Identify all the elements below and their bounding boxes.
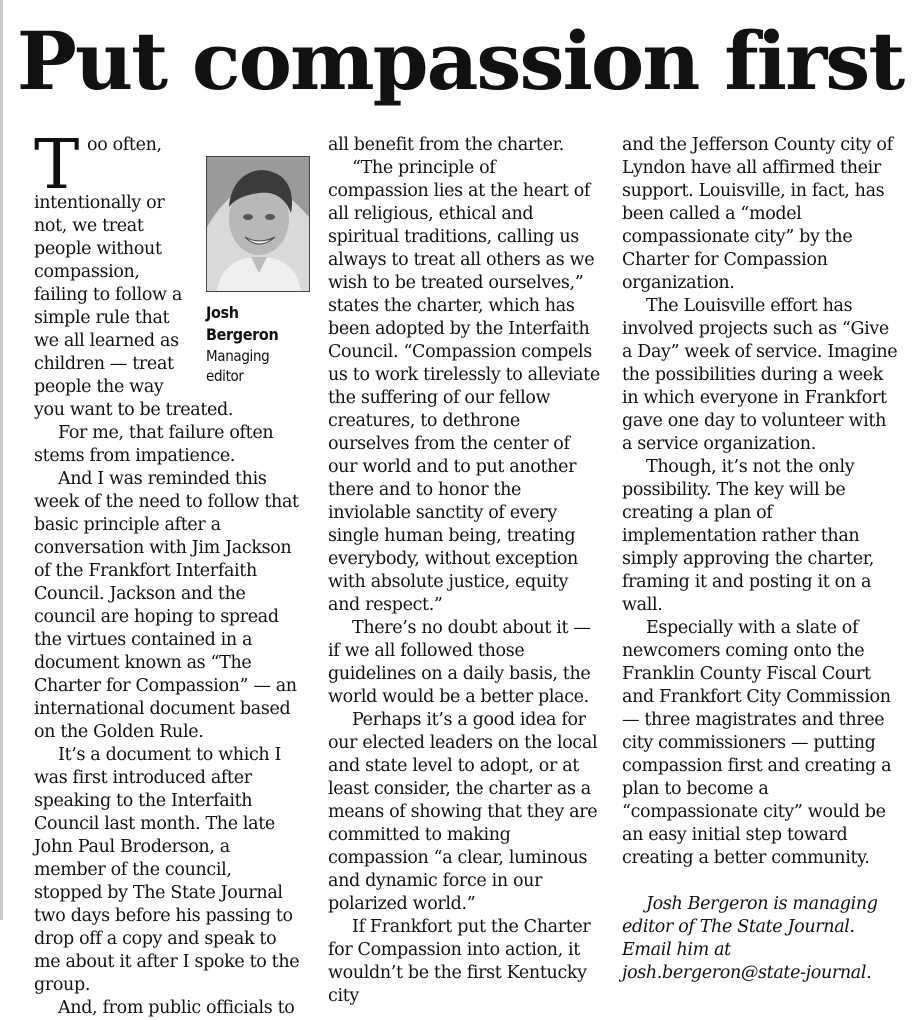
paragraph-text: oo often, intentionally or not, we treat people without compassion, failing to follow a simple rule that we all learned as children — treat people the way you want to be treated. [34, 135, 234, 420]
paragraph: all benefit from the charter. [328, 135, 564, 155]
paragraph: If Frankfort put the Charter for Compassion into action, it wouldn’t be the first Kentucky city [328, 917, 591, 1006]
author-name-last: Bergeron [206, 325, 279, 344]
paragraph: The Louisville effort has involved projects such as “Give a Day” week of service. Imagine the possibilities during a week in which everyone in Frankfort gave one day to volunteer with a service organization. [622, 296, 898, 454]
paragraph: There’s no doubt about it — if we all followed those guidelines on a daily basis, the world would be a better place. [328, 618, 591, 707]
paragraph: It’s a document to which I was first introduced after speaking to the Interfaith Council last month. The late John Paul Broderson, a member of the council, stopped by The State Journal two days before his passing to drop off a copy and speak to me about it after I spoke to the group. [34, 745, 300, 995]
author-role-line2: editor [206, 367, 244, 385]
author-name-first: Josh [206, 303, 239, 322]
column-1 [34, 126, 302, 1020]
paragraph: “The principle of compassion lies at the heart of all religious, ethical and spiritual traditions, calling us always to treat all others as we wish to be treated ourselves,” states the charter, which has been adopted by the Interfaith Council. “Compassion compels us to work tirelessly to alleviate the suffering of our fellow creatures, to dethrone ourselves from the center of our world and to put another there and to honor the inviolable sanctity of every single human being, treating everybody, without exception with absolute justice, equity and respect.” [328, 158, 600, 615]
drop-cap: T [34, 126, 80, 205]
column-3 [622, 134, 900, 985]
author-tagline: Josh Bergeron is managing editor of The State Journal. Email him at josh.bergeron@state-journal. [622, 894, 878, 983]
headline: Put compassion first [16, 14, 904, 108]
paragraph: Perhaps it’s a good idea for our elected leaders on the local and state level to adopt, or at least consider, the charter as a means of showing that they are committed to making compassion “a clear, luminous and dynamic force in our polarized world.” [328, 710, 598, 914]
author-role-line1: Managing [206, 347, 270, 365]
author-box [198, 156, 310, 396]
author-photo [206, 156, 310, 292]
paragraph: Especially with a slate of newcomers coming onto the Franklin County Fiscal Court and Frankfort City Commission — three magistrates and three city commissioners — putting compassion first and creating a plan to become a “compassionate city” would be an easy initial step toward creating a better community. [622, 618, 892, 868]
author-portrait-icon [207, 157, 309, 291]
column-2 [328, 134, 600, 1008]
byline [206, 302, 310, 386]
page-edge-rule [0, 0, 3, 920]
paragraph: and the Jefferson County city of Lyndon have all affirmed their support. Louisville, in fact, has been called a “model compassionate city” by the Charter for Compassion organization. [622, 135, 893, 293]
paragraph: And I was reminded this week of the need to follow that basic principle after a conversation with Jim Jackson of the Frankfort Interfaith Council. Jackson and the council are hoping to spread the virtues contained in a document known as “The Charter for Compassion” — an international document based on the Golden Rule. [34, 469, 299, 742]
paragraph: And, from public officials to [58, 998, 295, 1018]
paragraph: Though, it’s not the only possibility. The key will be creating a plan of implementation rather than simply approving the charter, framing it and posting it on a wall. [622, 457, 875, 615]
paragraph: For me, that failure often stems from impatience. [34, 423, 274, 466]
